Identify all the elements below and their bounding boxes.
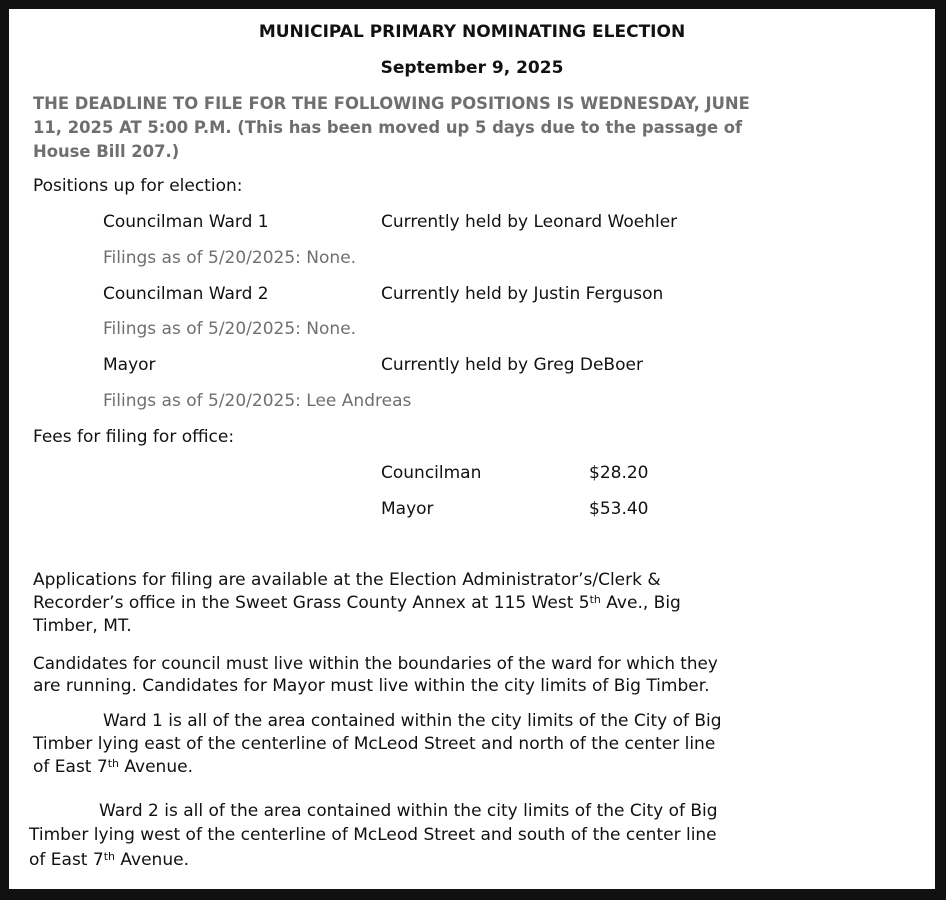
- fee-office: Councilman: [381, 463, 482, 483]
- position-holder: Currently held by Greg DeBoer: [381, 355, 643, 375]
- paragraph-line: Timber, MT.: [33, 616, 132, 636]
- position-office: Councilman Ward 1: [103, 212, 269, 232]
- fee-office: Mayor: [381, 499, 434, 519]
- deadline-line: THE DEADLINE TO FILE FOR THE FOLLOWING POSITIONS IS WEDNESDAY, JUNE: [33, 94, 750, 113]
- position-office: Councilman Ward 2: [103, 284, 269, 304]
- paragraph-line: of East 7th Avenue.: [29, 850, 189, 870]
- paragraph-line: Applications for filing are available at the Election Administrator’s/Clerk &: [33, 570, 661, 590]
- paragraph-line: Timber lying west of the centerline of McLeod Street and south of the center line: [29, 825, 717, 845]
- fee-amount: $28.20: [589, 463, 649, 483]
- positions-heading: Positions up for election:: [33, 176, 243, 196]
- paragraph-line: of East 7th Avenue.: [33, 757, 193, 777]
- position-filings: Filings as of 5/20/2025: Lee Andreas: [103, 391, 412, 411]
- position-office: Mayor: [103, 355, 156, 375]
- deadline-line: House Bill 207.): [33, 142, 180, 161]
- notice-title: MUNICIPAL PRIMARY NOMINATING ELECTION: [258, 22, 686, 42]
- position-filings: Filings as of 5/20/2025: None.: [103, 248, 357, 268]
- paragraph-line: Timber lying east of the centerline of McLeod Street and north of the center line: [33, 734, 716, 754]
- fees-heading: Fees for filing for office:: [33, 427, 235, 447]
- position-holder: Currently held by Justin Ferguson: [381, 284, 664, 304]
- paragraph-line: Ward 2 is all of the area contained within the city limits of the City of Big: [99, 801, 718, 821]
- paragraph-line: Recorder’s office in the Sweet Grass County Annex at 115 West 5th Ave., Big: [33, 593, 681, 613]
- notice-page: [9, 9, 935, 889]
- position-holder: Currently held by Leonard Woehler: [381, 212, 678, 232]
- paragraph-line: Candidates for council must live within the boundaries of the ward for which they: [33, 653, 718, 673]
- paragraph-line: Ward 1 is all of the area contained within the city limits of the City of Big: [103, 711, 722, 731]
- election-date: September 9, 2025: [380, 58, 564, 78]
- deadline-line: 11, 2025 AT 5:00 P.M. (This has been moved up 5 days due to the passage of: [33, 118, 743, 137]
- paragraph-line: are running. Candidates for Mayor must live within the city limits of Big Timber.: [33, 676, 710, 696]
- position-filings: Filings as of 5/20/2025: None.: [103, 319, 357, 339]
- fee-amount: $53.40: [589, 499, 649, 519]
